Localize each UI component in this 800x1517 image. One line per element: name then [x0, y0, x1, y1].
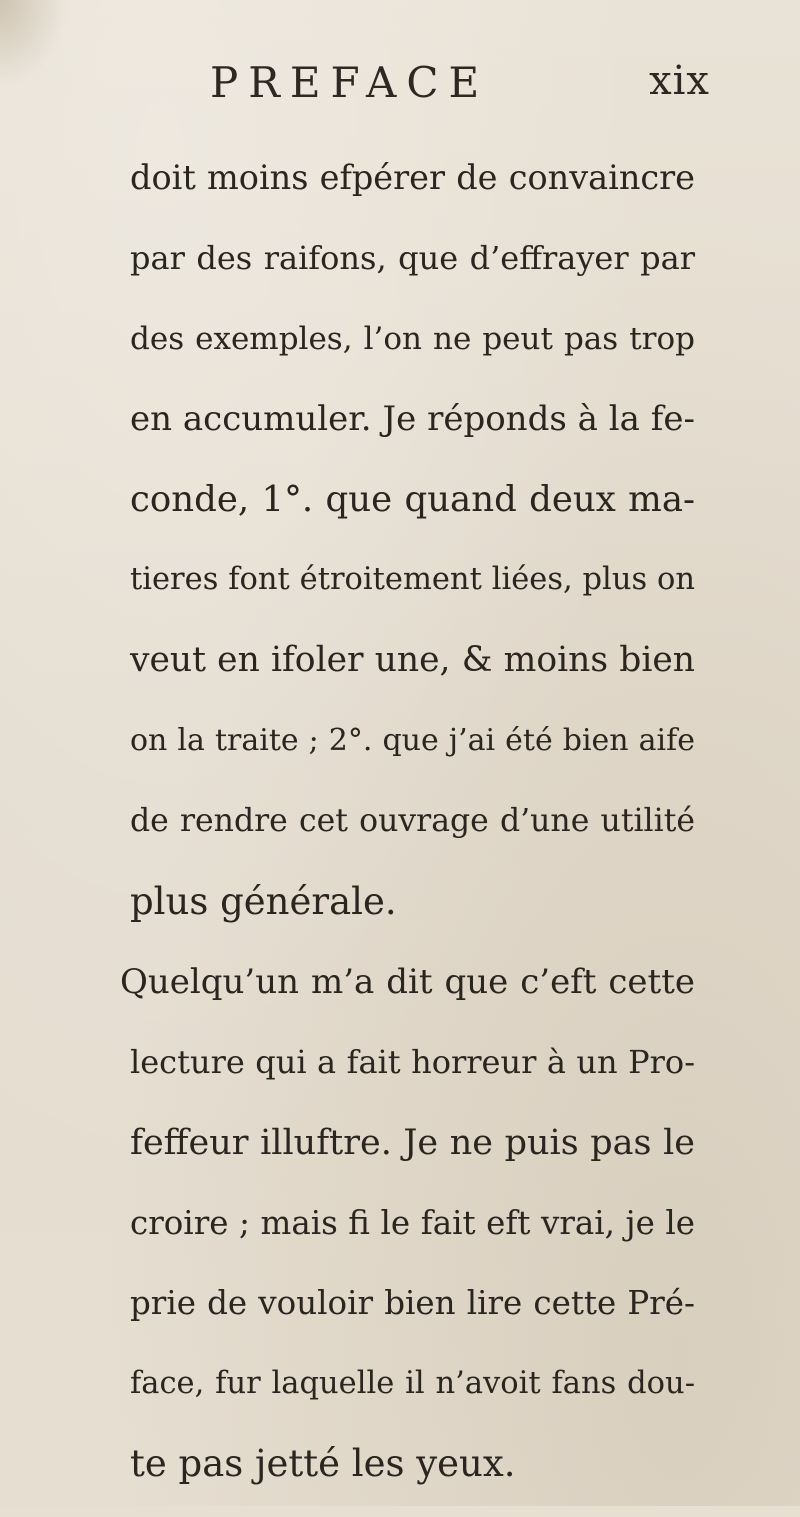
running-title: PREFACE — [210, 58, 490, 107]
text-line: croire ; mais fi le fait eft vrai, je le — [130, 1204, 695, 1243]
text-line: prie de vouloir bien lire cette Pré- — [130, 1284, 695, 1323]
text-line: feffeur illuftre. Je ne puis pas le — [130, 1122, 695, 1163]
text-line: on la traite ; 2°. que j’ai été bien aife — [130, 722, 695, 758]
text-line: en accumuler. Je réponds à la fe- — [130, 399, 695, 440]
page-number: xix — [649, 58, 710, 104]
page-header — [210, 58, 710, 128]
page-corner-shadow — [0, 0, 70, 90]
text-line: veut en ifoler une, & moins bien — [130, 640, 695, 681]
text-line: de rendre cet ouvrage d’une utilité — [130, 803, 695, 840]
text-line: par des raifons, que d’effrayer par — [130, 239, 695, 278]
text-line: tieres font étroitement liées, plus on — [130, 561, 695, 597]
text-line: te pas jetté les yeux. — [130, 1442, 516, 1486]
text-line: des exemples, l’on ne peut pas trop — [130, 320, 695, 357]
text-line: conde, 1°. que quand deux ma- — [130, 478, 695, 520]
text-line: face, fur laquelle il n’avoit fans dou- — [130, 1365, 695, 1401]
preface-text — [120, 150, 695, 1517]
paragraph-start-line: Quelqu’un m’a dit que c’eft cette — [120, 961, 695, 1002]
text-line: lecture qui a fait horreur à un Pro- — [130, 1043, 695, 1082]
text-line: doit moins efpérer de convaincre — [130, 158, 695, 197]
text-line: plus générale. — [130, 879, 397, 923]
